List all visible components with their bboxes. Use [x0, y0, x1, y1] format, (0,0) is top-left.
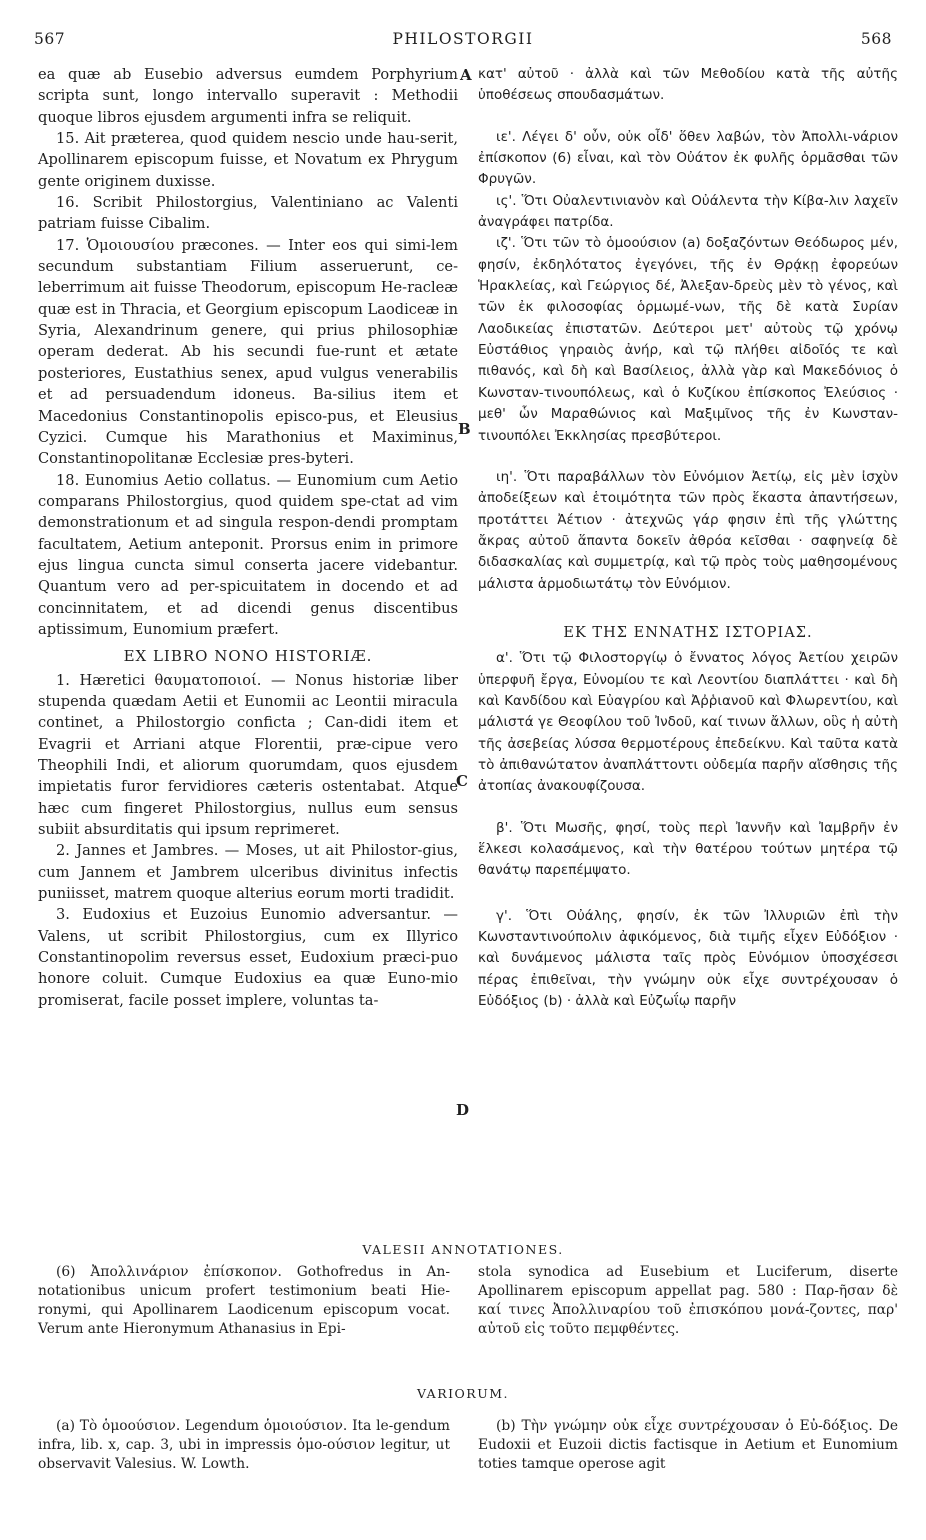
latin-paragraph: 2. Jannes et Jambres. — Moses, ut ait Philostor-gius, cum Jannem et Jambrem ulceribus divinitus infectis puniisset, matrem quoque alterius eorum morti tradidit. — [38, 842, 458, 903]
note-text: (a) Τὸ ὁμοούσιον. Legendum ὁμοιούσιον. Ita le-gendum infra, lib. x, cap. 3, ubi in impressis ὁμο-ούσιον legitur, ut observavit Valesius. W. Lowth. — [38, 1418, 450, 1472]
margin-marker-c: C — [456, 772, 468, 790]
latin-paragraph: 1. Hæretici θαυματοποιοί. — Nonus historiæ liber stupenda quædam Aetii et Eunomii ac Leontii miracula continet, a Philostorgio conficta ; Can-didi item et Evagrii et Arriani atque Florentii, præ-cipue vero Theophili Indi, et aliorum quorumdam, quos ejusdem impietatis furor fervidiores cæteris ostentabat. Atque hæc cum fingeret Philostorgius, nullus eum sensus subiit absurditatis qui ipsum reprimeret. — [38, 671, 458, 839]
greek-book-heading: ΕΚ ΤΗΣ ΕΝΝΑΤΗΣ ΙΣΤΟΡΙΑΣ. — [563, 624, 813, 641]
margin-marker-b: B — [458, 420, 471, 438]
page-header — [34, 30, 892, 52]
latin-book-heading: EX LIBRO NONO HISTORIÆ. — [123, 647, 373, 666]
latin-paragraph: 16. Scribit Philostorgius, Valentiniano ac Valenti patriam fuisse Cibalim. — [38, 194, 458, 233]
valesii-annotations-title: VALESII ANNOTATIONES. — [362, 1242, 564, 1257]
greek-paragraph: α'. Ὅτι τῷ Φιλοστοργίῳ ὁ ἔννατος λόγος Ἀετίου χειρῶν ὑπερφυῆ ἔργα, Εὐνομίου τε καὶ Λεοντίου διαπλάττει · καὶ δὴ καὶ Κανδίδου καὶ Εὐαγρίου καὶ Ἀῤῥιανοῦ καὶ Φλωρεντίου, καὶ μάλιστά γε Θεοφίλου τοῦ Ἰνδοῦ, καί τινων ἄλλων, οὓς ἡ αὐτὴ τῆς ἀσεβείας λύσσα θερμοτέρους ἐπεδείκνυ. Καὶ ταῦτα κατὰ τὸ ἀπιθανώτατον ἀναπλάττοντι οὐδεμία παρῆν αἴσθησις τῆς ἀτοπίας ἀνακουφίζουσα. — [478, 650, 898, 795]
valesii-note-right — [478, 1263, 898, 1339]
latin-paragraph: 15. Ait præterea, quod quidem nescio unde hau-serit, Apollinarem episcopum fuisse, et Novatum ex Phrygum gente originem duxisse. — [38, 130, 458, 190]
greek-paragraph: κατ' αὐτοῦ · ἀλλὰ καὶ τῶν Μεθοδίου κατὰ τῆς αὐτῆς ὑποθέσεως σπουδασμάτων. — [478, 66, 898, 104]
note-text: (6) Ἀπολλινάριον ἐπίσκοπον. Gothofredus in An-notationibus unicum profert testimonium beati Hie-ronymi, qui Apollinarem Laodicenum episcopum vocat. Verum ante Hieronymum Athanasius in Epi- — [38, 1264, 450, 1337]
running-title: PHILOSTORGII — [392, 30, 534, 48]
greek-column — [478, 64, 898, 1012]
margin-marker-d: D — [456, 1101, 470, 1119]
variorum-note-left — [38, 1417, 450, 1474]
variorum-note-right — [478, 1417, 898, 1474]
latin-paragraph: ea quæ ab Eusebio adversus eumdem Porphyrium scripta sunt, longo intervallo superavit : Methodii quoque libros ejusdem argumenti infra se reliquit. — [38, 66, 458, 126]
margin-marker-a: A — [460, 66, 472, 84]
note-text: (b) Τὴν γνώμην οὐκ εἶχε συντρέχουσαν ὁ Εὐ-δόξιος. De Eudoxii et Euzoii dictis factisque in Aetium et Eunomium toties tamque operose agit — [478, 1418, 898, 1472]
note-text: stola synodica ad Eusebium et Luciferum, diserte Apollinarem episcopum appellat pag. 580 : Παρ-ῆσαν δὲ καί τινες Ἀπολλιναρίου τοῦ ἐπισκόπου μονά-ζοντες, παρ' αὐτοῦ εἰς τοῦτο πεμφθέντες. — [478, 1264, 898, 1337]
greek-paragraph: ιε'. Λέγει δ' οὖν, οὐκ οἶδ' ὅθεν λαβών, τὸν Ἀπολλι-νάριον ἐπίσκοπον (6) εἶναι, καὶ τὸν Οὐάτον ἐκ φυλῆς ὁρμᾶσθαι τῶν Φρυγῶν. — [478, 128, 898, 188]
valesii-note-left — [38, 1263, 450, 1339]
latin-paragraph: 3. Eudoxius et Euzoius Eunomio adversantur. — Valens, ut scribit Philostorgius, cum ex Illyrico Constantinopolim reversus esset, Eudoxium præci-puo honore coluit. Cumque Eudoxius ea quæ Euno-mio promiserat, facile posset implere, voluntas ta- — [38, 906, 458, 1009]
latin-paragraph: 17. Ὁμοιουσίου præcones. — Inter eos qui simi-lem secundum substantiam Filium asseruerunt, ce-leberrimum ait fuisse Theodorum, episcopum He-racleæ quæ est in Thracia, et Georgium episcopum Laodiceæ in Syria, Alexandrinum genere, qui prius philosophiæ operam dederat. Ab his secundi fue-runt et ætate posteriores, Eustathius senex, apud vulgus venerabilis et ad persuadendum idoneus. Ba-silius item et Macedonius Constantinopolis episco-pus, et Eleusius Cyzici. Cumque his Marathonius et Maximinus, Constantinopolitanæ Ecclesiæ pres-byteri. — [38, 236, 458, 468]
greek-paragraph: ιζ'. Ὅτι τῶν τὸ ὁμοούσιον (a) δοξαζόντων Θεόδωρος μέν, φησίν, ἐκδηλότατος ἐγεγόνει, τῆς ἐν Θρᾴκῃ ἐφορεύων Ἡρακλείας, καὶ Γεώργιος δέ, Ἀλεξαν-δρεὺς μὲν τὸ γένος, καὶ τῶν ἐκ φιλοσοφίας ὁρμωμέ-νων, τῆς δὲ κατὰ Συρίαν Λαοδικείας ἐπιστατῶν. Δεύτεροι μετ' αὐτοὺς τῷ χρόνῳ Εὐστάθιος γηραιὸς ἀνήρ, καὶ τῷ πλήθει αἰδοῖός τε καὶ πιθανός, καὶ δὴ καὶ Βασίλειος, ἀλλὰ γὰρ καὶ Μακεδόνιος ὁ Κωνσταν-τινουπόλεως, καὶ ὁ Κυζίκου ἐπίσκοπος Ἐλεύσιος · μεθ' ὧν Μαραθώνιος καὶ Μαξιμῖνος τῆς ἐν Κωνσταν-τινουπόλει Ἐκκλησίας πρεσβύτεροι. — [478, 235, 898, 444]
latin-column — [38, 64, 458, 1011]
left-page-number: 567 — [34, 30, 66, 48]
greek-paragraph: ιη'. Ὅτι παραβάλλων τὸν Εὐνόμιον Ἀετίῳ, εἰς μὲν ἰσχὺν ἀποδείξεων καὶ ἑτοιμότητα τῶν πρὸς ἕκαστα ἀπαντήσεων, προτάττει Ἀέτιον · ἀτεχνῶς γάρ φησιν ἐπὶ τῆς γλώττης ἄκρας αὐτοῦ ἅπαντα δοκεῖν ἀθρόα κεῖσθαι · σαφηνείᾳ δὲ διδασκαλίας καὶ συμμετρίᾳ, καὶ τῷ πρὸς τοὺς μαθησομένους μάλιστα ἁρμοδιωτάτῳ τὸν Εὐνόμιον. — [478, 468, 898, 592]
greek-paragraph: ις'. Ὅτι Οὐαλεντινιανὸν καὶ Οὐάλεντα τὴν Κίβα-λιν λαχεῖν ἀναγράφει πατρίδα. — [478, 192, 898, 231]
right-page-number: 568 — [860, 30, 892, 48]
variorum-title: VARIORUM. — [416, 1386, 510, 1401]
latin-paragraph: 18. Eunomius Aetio collatus. — Eunomium cum Aetio comparans Philostorgius, quod quidem spe-ctat ad vim demonstrationum et ad singula respon-dendi promptam facultatem, Aetium anteponit. Prorsus enim in primore ejus lingua cuncta simul conserta jacere videbantur. Quantum vero ad per-spicuitatem in docendo et ad concinnitatem, et ad dicendi genus discentibus aptissimum, Eunomium præfert. — [38, 471, 458, 638]
greek-paragraph: γ'. Ὅτι Οὐάλης, φησίν, ἐκ τῶν Ἰλλυριῶν ἐπὶ τὴν Κωνσταντινούπολιν ἀφικόμενος, διὰ τιμῆς εἶχεν Εὐδόξιον · καὶ δυνάμενος μάλιστα ταῖς πρὸς Εὐνόμιον ὑποσχέσεσι πέρας ἐπιθεῖναι, τὴν γνώμην οὐκ εἶχε συντρέχουσαν ὁ Εὐδόξιος (b) · ἀλλὰ καὶ Εὐζωΐῳ παρῆν — [478, 907, 898, 1010]
greek-paragraph: β'. Ὅτι Μωσῆς, φησί, τοὺς περὶ Ἰαννῆν καὶ Ἰαμβρῆν ἐν ἕλκεσι κολασάμενος, καὶ τὴν θατέρου τούτων μητέρα τῷ θανάτῳ παρεπέμψατο. — [478, 819, 898, 879]
